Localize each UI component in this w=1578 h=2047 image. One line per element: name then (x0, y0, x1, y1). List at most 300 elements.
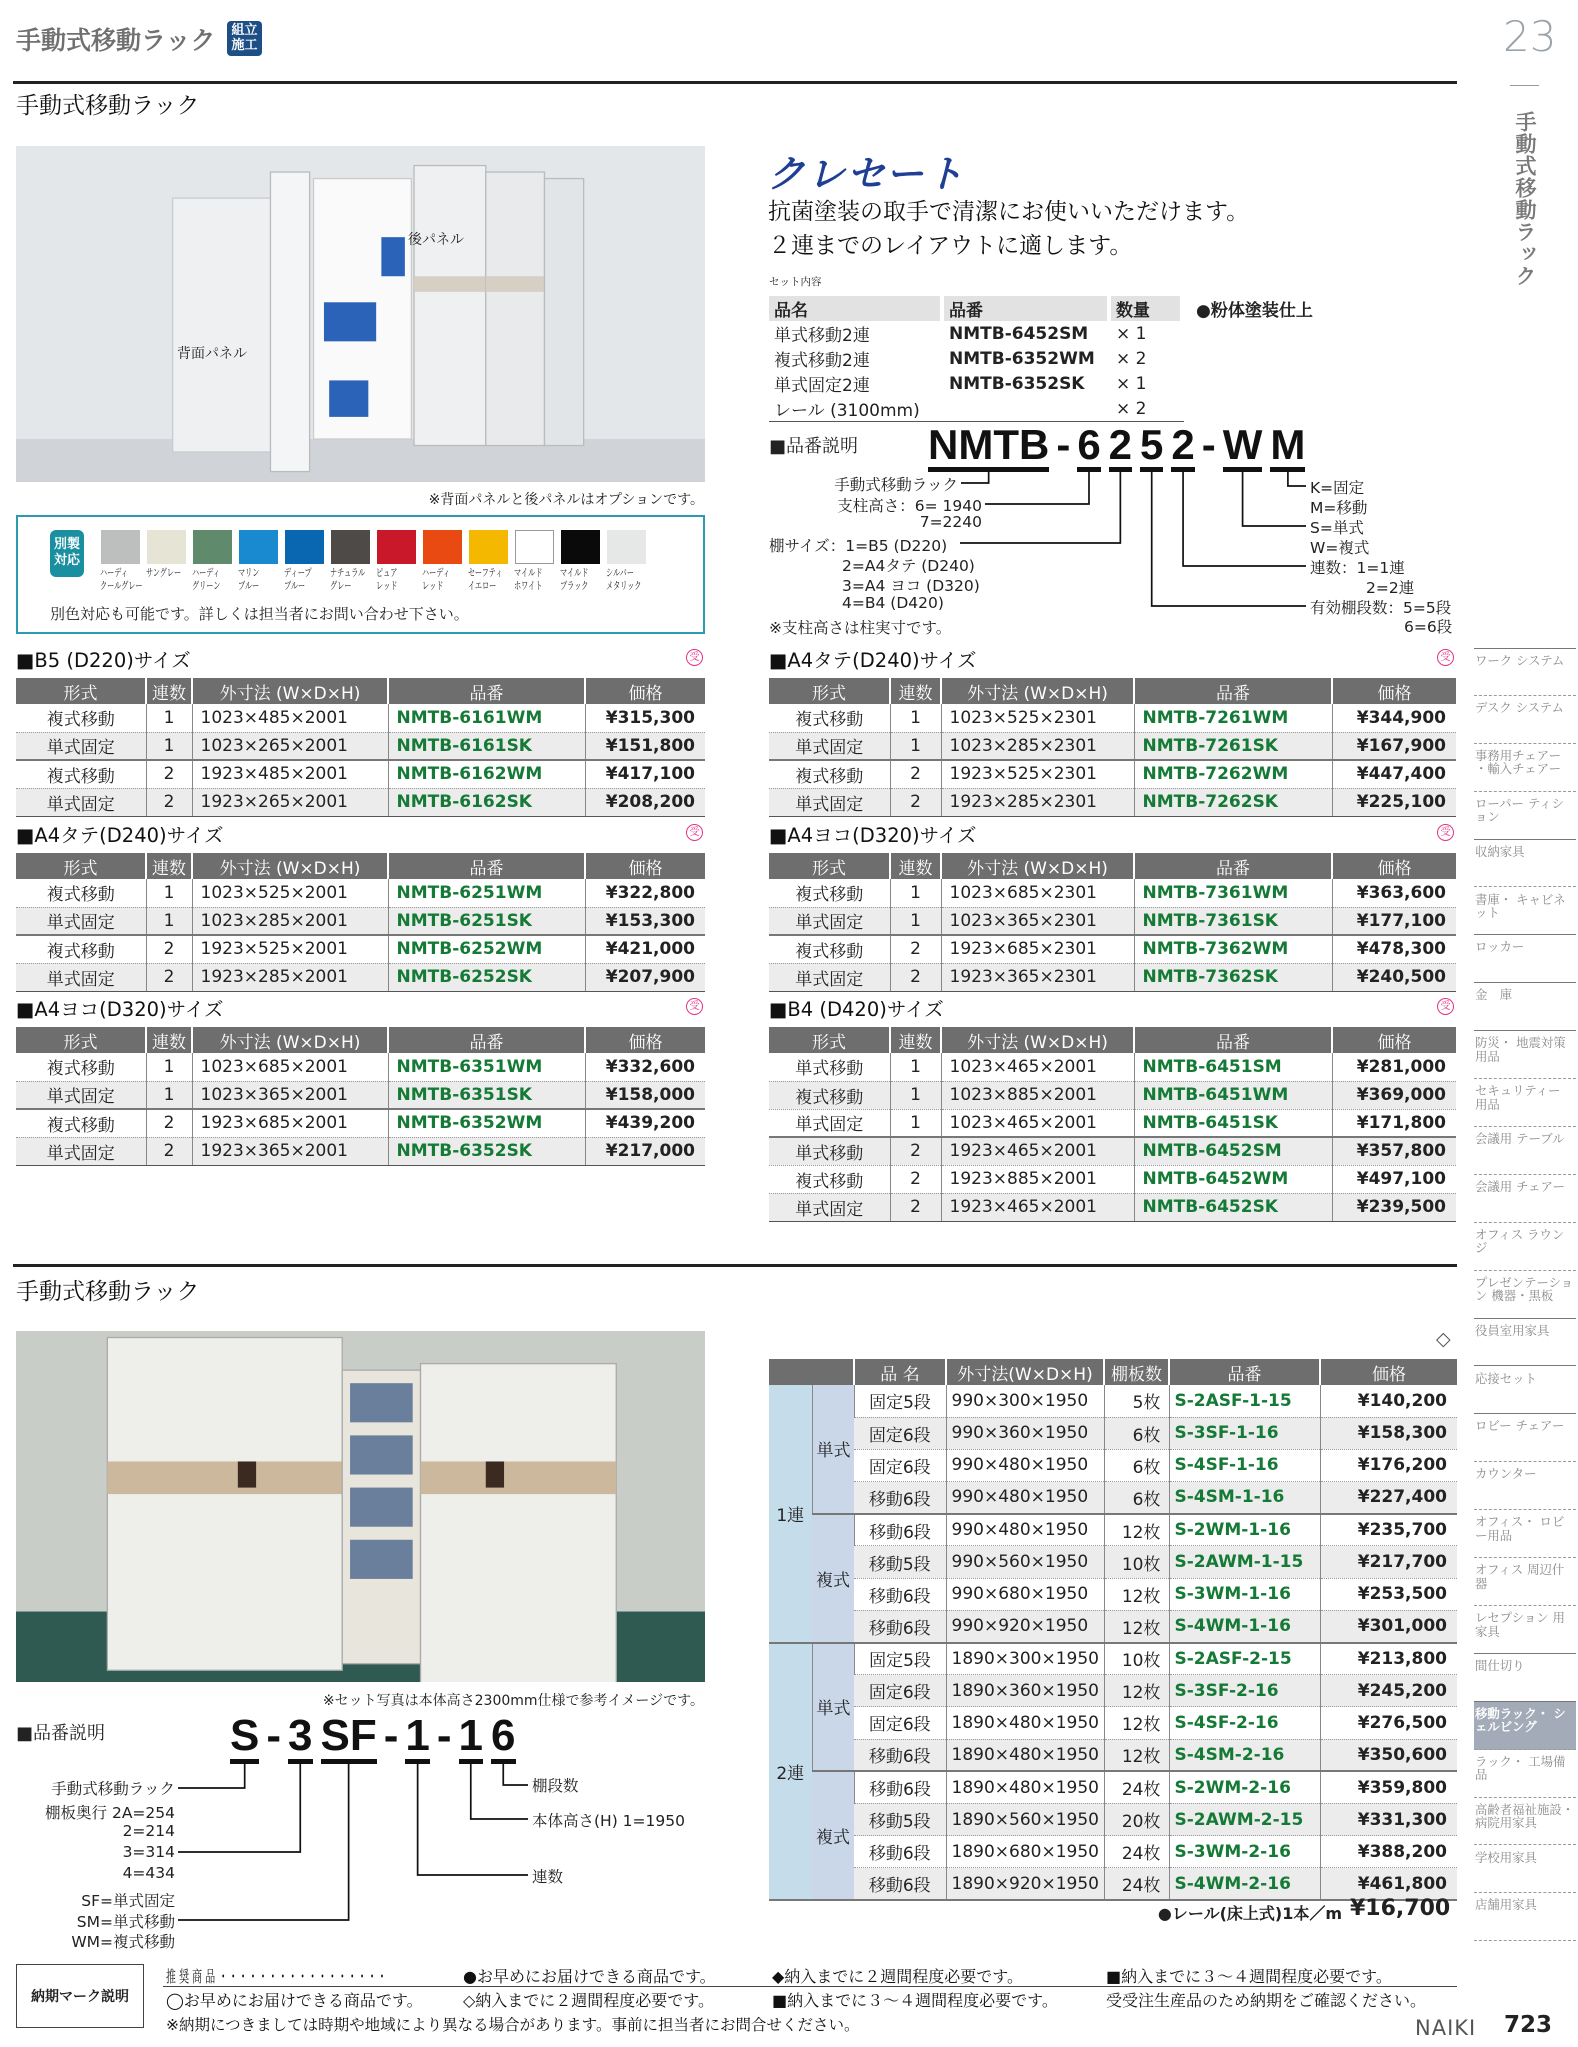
sidebar-nav-item[interactable]: ローパー ティション (1474, 792, 1576, 840)
count-cell: 2 (146, 935, 192, 963)
part-number-cell: NMTB-6452WM (1134, 1165, 1332, 1193)
color-swatch-label: セーフティ (468, 567, 503, 579)
column-header: 形式 (16, 1027, 146, 1053)
sidebar-nav-item[interactable]: ラック・ 工場備品 (1474, 1750, 1576, 1798)
color-swatch-label: サングレー (146, 567, 182, 579)
table-row (769, 1578, 1457, 1610)
type-cell: 単式移動 (769, 1053, 890, 1081)
section-title: 手動式移動ラック (16, 1279, 200, 1305)
color-swatch (515, 530, 554, 564)
count-cell: 1 (890, 1053, 941, 1081)
shelf-count-cell: 10枚 (1104, 1643, 1169, 1675)
delivery-note: ※納期につきましては時期や地域により異なる場合があります。事前に担当者にお問合せください。 (166, 2016, 860, 2034)
column-header: 外寸法 (W×D×H) (192, 853, 388, 879)
count-cell: 1 (890, 1109, 941, 1137)
table-row (769, 935, 1456, 963)
set-cell: NMTB-6352WM (949, 348, 1095, 369)
leader-line (961, 472, 989, 483)
color-swatch-label: メタリック (606, 580, 642, 592)
size-cell: 990×920×1950 (946, 1610, 1104, 1642)
table-row (16, 1109, 705, 1137)
part-number-cell: NMTB-7362WM (1134, 935, 1332, 963)
price-cell: ¥369,000 (1332, 1081, 1456, 1109)
table-row (769, 1081, 1456, 1109)
part-number-cell: NMTB-6161WM (388, 704, 585, 732)
table-row (769, 963, 1456, 991)
part-number-cell: NMTB-7361WM (1134, 879, 1332, 907)
shelf-count-cell: 24枚 (1104, 1771, 1169, 1803)
sidebar-nav-item[interactable]: デスク システム (1474, 696, 1576, 744)
sidebar-nav-item[interactable]: 高齢者福祉施設・ 病院用家具 (1474, 1798, 1576, 1846)
set-row (769, 346, 1184, 371)
set-cell (944, 396, 1111, 422)
type-cell: 複式移動 (16, 935, 146, 963)
shelf-count-cell: 5枚 (1104, 1385, 1169, 1417)
code-label: 4=434 (122, 1864, 175, 1882)
column-header: 品番 (1134, 678, 1332, 704)
color-swatch-label: ハーディ (192, 567, 220, 579)
shelf-count-cell: 24枚 (1104, 1868, 1169, 1900)
sidebar-nav-item[interactable]: 書庫・ キャビネット (1474, 888, 1576, 936)
column-header: 外寸法 (W×D×H) (941, 1027, 1134, 1053)
table-title: ■B4 (D420)サイズ (769, 998, 944, 1021)
table-row (16, 732, 705, 760)
color-swatch-label: ブルー (238, 580, 260, 592)
size-cell: 990×480×1950 (946, 1514, 1104, 1546)
brand-logo: クレセート (767, 152, 966, 196)
price-cell: ¥158,300 (1320, 1417, 1457, 1449)
code-segment: - (436, 1711, 452, 1760)
size-cell: 1923×525×2001 (192, 935, 388, 963)
set-cell: × 1 (1116, 373, 1147, 394)
sidebar-nav-item[interactable]: オフィス・ ロビー用品 (1474, 1510, 1576, 1558)
size-cell: 1890×920×1950 (946, 1868, 1104, 1900)
name-cell: 固定6段 (854, 1675, 946, 1707)
code-segment: M (1270, 424, 1305, 472)
part-number-code (226, 1711, 520, 1764)
code-segment: 1 (405, 1714, 429, 1764)
sidebar-nav-item[interactable]: 事務用チェアー ・輸入チェアー (1474, 744, 1576, 792)
price-cell: ¥253,500 (1320, 1578, 1457, 1610)
code-explain-label: ■品番説明 (769, 436, 859, 457)
rack-type-cell: 単式 (812, 1643, 854, 1772)
part-number-cell: NMTB-6251SK (388, 907, 585, 935)
price-cell: ¥357,800 (1332, 1137, 1456, 1165)
sidebar-nav-item[interactable]: オフィス 周辺什器 (1474, 1558, 1576, 1606)
table-row (16, 963, 705, 991)
size-cell: 1890×480×1950 (946, 1771, 1104, 1803)
price-cell: ¥151,800 (585, 732, 705, 760)
price-cell: ¥158,000 (585, 1081, 705, 1109)
name-cell: 移動6段 (854, 1514, 946, 1546)
column-header: 品番 (388, 853, 585, 879)
size-cell: 1923×265×2001 (192, 788, 388, 816)
part-number-cell: NMTB-6351WM (388, 1053, 585, 1081)
part-number-cell: NMTB-6352WM (388, 1109, 585, 1137)
made-to-order-icon: 受 (686, 998, 703, 1015)
column-header: 品番 (388, 1027, 585, 1053)
finish-note: ●粉体塗装仕上 (1196, 301, 1313, 321)
table-row (769, 732, 1456, 760)
sidebar-nav-item[interactable]: ワーク システム (1474, 648, 1576, 696)
table-row (16, 907, 705, 935)
count-cell: 1 (146, 704, 192, 732)
type-cell: 単式固定 (769, 907, 890, 935)
price-cell: ¥167,900 (1332, 732, 1456, 760)
size-cell: 1023×485×2001 (192, 704, 388, 732)
table-header-row (16, 853, 705, 879)
leader-line (418, 1764, 528, 1875)
table-row (769, 1803, 1457, 1835)
part-number-cell: NMTB-6162SK (388, 788, 585, 816)
code-segment: - (383, 1711, 399, 1760)
color-swatch-label: マイルド (560, 567, 589, 579)
set-row (769, 321, 1184, 346)
code-segment: 1 (459, 1714, 483, 1764)
price-table (769, 678, 1456, 817)
part-number-cell: NMTB-6451SM (1134, 1053, 1332, 1081)
code-label: 連数：1=1連 (1310, 559, 1405, 577)
shelf-count-cell: 24枚 (1104, 1836, 1169, 1868)
set-contents-label: セット内容 (769, 276, 822, 288)
price-table (769, 1027, 1456, 1222)
color-swatch-label: マリン (238, 567, 260, 579)
size-cell: 1023×285×2001 (192, 907, 388, 935)
code-label: W=複式 (1310, 539, 1370, 557)
size-cell: 1023×525×2001 (192, 879, 388, 907)
part-number-cell: S-4WM-1-16 (1169, 1610, 1320, 1642)
price-cell: ¥171,800 (1332, 1109, 1456, 1137)
size-cell: 1023×685×2301 (941, 879, 1134, 907)
table-header-row (16, 1027, 705, 1053)
name-cell: 固定6段 (854, 1417, 946, 1449)
part-number-cell: NMTB-6252WM (388, 935, 585, 963)
column-header: 価格 (1332, 1027, 1456, 1053)
column-header: 品番 (388, 678, 585, 704)
color-swatch (377, 530, 416, 564)
price-cell: ¥208,200 (585, 788, 705, 816)
column-header: 連数 (890, 853, 941, 879)
table-row (769, 1514, 1457, 1546)
size-cell: 1890×680×1950 (946, 1836, 1104, 1868)
rack-type-cell: 単式 (812, 1385, 854, 1514)
part-number-cell: S-2ASF-1-15 (1169, 1385, 1320, 1417)
made-to-order-icon: 受 (1437, 824, 1454, 841)
color-swatch-label: イエロー (468, 580, 497, 592)
price-cell: ¥350,600 (1320, 1739, 1457, 1771)
size-cell: 990×360×1950 (946, 1417, 1104, 1449)
part-number-cell: NMTB-6452SM (1134, 1137, 1332, 1165)
part-number-cell: S-4SF-1-16 (1169, 1449, 1320, 1481)
table-row (16, 1137, 705, 1165)
table-title: ■A4タテ(D240)サイズ (16, 824, 224, 847)
price-cell: ¥315,300 (585, 704, 705, 732)
code-label: 6=6段 (1404, 618, 1453, 636)
table-header-row (769, 853, 1456, 879)
sidebar-nav-item[interactable]: 役員室用家具 (1474, 1319, 1576, 1367)
table-row (769, 1193, 1456, 1221)
set-cell: レール (3100mm) (769, 396, 944, 422)
part-number-cell: S-2WM-1-16 (1169, 1514, 1320, 1546)
size-cell: 1890×480×1950 (946, 1707, 1104, 1739)
table-row (769, 879, 1456, 907)
column-header: 棚板数 (1104, 1359, 1169, 1385)
type-cell: 複式移動 (769, 879, 890, 907)
legend-item: ◆納入までに２週間程度必要です。 (772, 1967, 1024, 1986)
color-swatch (193, 530, 232, 564)
column-header (769, 1359, 854, 1385)
size-cell: 1890×300×1950 (946, 1643, 1104, 1675)
sidebar-nav-item[interactable]: プレゼンテーション 機器・黒板 (1474, 1271, 1576, 1319)
count-cell: 2 (890, 788, 941, 816)
color-swatch (561, 530, 600, 564)
name-cell: 移動6段 (854, 1482, 946, 1514)
side-vertical-title: 手動式移動ラック (1513, 111, 1537, 287)
legend-item: ◯お早めにお届けできる商品です。 (166, 1991, 423, 2010)
color-note: 別色対応も可能です。詳しくは担当者にお問い合わせ下さい。 (50, 605, 469, 623)
table-row (16, 1053, 705, 1081)
count-cell: 2 (146, 760, 192, 788)
price-cell: ¥177,100 (1332, 907, 1456, 935)
sidebar-nav-item[interactable]: 移動ラック・ シェルビング (1474, 1702, 1576, 1750)
shelf-count-cell: 12枚 (1104, 1707, 1169, 1739)
table-row (769, 1643, 1457, 1675)
col-header: 数量 (1111, 296, 1184, 321)
price-cell: ¥213,800 (1320, 1643, 1457, 1675)
shelf-count-cell: 10枚 (1104, 1546, 1169, 1578)
type-cell: 単式固定 (769, 732, 890, 760)
part-number-cell: NMTB-6162WM (388, 760, 585, 788)
sidebar-nav-item[interactable]: 学校用家具 (1474, 1846, 1576, 1894)
shelf-count-cell: 12枚 (1104, 1739, 1169, 1771)
sidebar-nav-item[interactable]: 収納家具 (1474, 840, 1576, 888)
table-row (16, 935, 705, 963)
column-header: 連数 (890, 678, 941, 704)
type-cell: 複式移動 (769, 760, 890, 788)
table-row (769, 1546, 1457, 1578)
sidebar-nav-item[interactable]: ロッカー (1474, 935, 1576, 983)
shelf-count-cell: 6枚 (1104, 1449, 1169, 1481)
legend-item: 受受注生産品のため納期をご確認ください。 (1106, 1991, 1427, 2010)
part-number-cell: NMTB-6451WM (1134, 1081, 1332, 1109)
color-swatch-label: レッド (422, 580, 444, 592)
sidebar-nav-item[interactable]: 会議用 チェアー (1474, 1175, 1576, 1223)
count-cell: 1 (890, 732, 941, 760)
part-number-cell: NMTB-7261SK (1134, 732, 1332, 760)
price-cell: ¥240,500 (1332, 963, 1456, 991)
set-cell: 単式移動2連 (774, 326, 870, 346)
size-cell: 1923×885×2001 (941, 1165, 1134, 1193)
column-header: 外寸法 (W×D×H) (192, 1027, 388, 1053)
section-title: 手動式移動ラック (16, 93, 200, 119)
count-cell: 2 (146, 963, 192, 991)
price-cell: ¥363,600 (1332, 879, 1456, 907)
table-row (16, 1081, 705, 1109)
type-cell: 単式固定 (16, 732, 146, 760)
rail-note: ●レール(床上式)1本／m (1157, 1904, 1342, 1923)
column-header: 価格 (1332, 678, 1456, 704)
table-row (769, 1610, 1457, 1642)
color-swatch (147, 530, 186, 564)
table-row (16, 879, 705, 907)
count-cell: 2 (146, 788, 192, 816)
recommended-label: 推 奨 商 品 ・・・・・・・・・・・・・・・・・ (166, 1967, 387, 1986)
price-cell: ¥239,500 (1332, 1193, 1456, 1221)
code-label: 3=314 (122, 1843, 175, 1861)
size-cell: 1023×885×2001 (941, 1081, 1134, 1109)
leader-line (1152, 472, 1306, 606)
color-swatch-label: ディープ (284, 567, 312, 579)
table-row (769, 1449, 1457, 1481)
size-cell: 1890×360×1950 (946, 1675, 1104, 1707)
custom-order-badge: 別製 対応 (50, 530, 84, 577)
column-header: 形式 (769, 1027, 890, 1053)
size-cell: 1890×480×1950 (946, 1739, 1104, 1771)
table-row (769, 1675, 1457, 1707)
code-label: M=移動 (1310, 499, 1368, 517)
type-cell: 単式固定 (16, 788, 146, 816)
leader-line (1288, 472, 1306, 486)
table-header-row (16, 678, 705, 704)
made-to-order-icon: 受 (686, 649, 703, 666)
color-swatch (285, 530, 324, 564)
price-table (16, 1027, 705, 1166)
sidebar-nav-item[interactable]: ロビー チェアー (1474, 1414, 1576, 1462)
part-number-cell: NMTB-7361SK (1134, 907, 1332, 935)
column-header: 形式 (16, 678, 146, 704)
size-cell: 1023×365×2301 (941, 907, 1134, 935)
count-cell: 1 (890, 1081, 941, 1109)
table-row (769, 1417, 1457, 1449)
price-cell: ¥176,200 (1320, 1449, 1457, 1481)
color-swatch (607, 530, 646, 564)
size-cell: 1023×465×2001 (941, 1053, 1134, 1081)
table-row (769, 1165, 1456, 1193)
type-cell: 単式固定 (769, 963, 890, 991)
count-cell: 1 (146, 879, 192, 907)
name-cell: 移動6段 (854, 1610, 946, 1642)
unit-count-cell: 1連 (769, 1385, 812, 1643)
made-to-order-icon: 受 (686, 824, 703, 841)
part-number-cell: S-4WM-2-16 (1169, 1868, 1320, 1900)
type-cell: 複式移動 (16, 760, 146, 788)
section-number: 23 (1503, 12, 1557, 61)
part-number-cell: S-4SF-2-16 (1169, 1707, 1320, 1739)
sidebar-nav-item[interactable]: 間仕切り (1474, 1654, 1576, 1702)
code-segment: W (1223, 424, 1263, 472)
code-label: 連数 (532, 1868, 564, 1886)
sidebar-nav-item[interactable]: 会議用 テーブル (1474, 1127, 1576, 1175)
price-table (769, 853, 1456, 992)
size-cell: 990×480×1950 (946, 1449, 1104, 1481)
column-header: 品番 (1169, 1359, 1320, 1385)
part-number-cell: S-3SF-2-16 (1169, 1675, 1320, 1707)
sidebar-nav-item[interactable]: 金 庫 (1474, 983, 1576, 1031)
code-label: 2=A4タテ (D240) (842, 557, 975, 575)
table-header-row (769, 678, 1456, 704)
sidebar-nav-item[interactable]: レセプション 用家具 (1474, 1606, 1576, 1654)
page-number: 723 (1504, 2012, 1553, 2038)
sidebar-nav-item[interactable]: セキュリティー 用品 (1474, 1079, 1576, 1127)
color-swatch-label: ピュア (376, 567, 398, 579)
size-cell: 1923×285×2301 (941, 788, 1134, 816)
part-number-cell: NMTB-6351SK (388, 1081, 585, 1109)
leader-line (985, 472, 1089, 504)
name-cell: 固定6段 (854, 1707, 946, 1739)
set-cell: × 2 (1111, 396, 1184, 422)
price-cell: ¥332,600 (585, 1053, 705, 1081)
price-cell: ¥461,800 (1320, 1868, 1457, 1900)
color-swatch-label: レッド (376, 580, 398, 592)
rack-type-cell: 複式 (812, 1771, 854, 1900)
col-header: 品番 (944, 296, 1111, 321)
product-photo (16, 1331, 705, 1682)
code-label: WM=複式移動 (71, 1933, 175, 1951)
column-header: 外寸法 (W×D×H) (192, 678, 388, 704)
price-cell: ¥331,300 (1320, 1803, 1457, 1835)
count-cell: 2 (890, 1137, 941, 1165)
size-cell: 1923×525×2301 (941, 760, 1134, 788)
price-cell: ¥421,000 (585, 935, 705, 963)
type-cell: 単式固定 (769, 1193, 890, 1221)
price-cell: ¥245,200 (1320, 1675, 1457, 1707)
count-cell: 1 (890, 704, 941, 732)
price-cell: ¥301,000 (1320, 1610, 1457, 1642)
shelf-count-cell: 6枚 (1104, 1482, 1169, 1514)
price-cell: ¥207,900 (585, 963, 705, 991)
code-label: SM=単式移動 (76, 1913, 175, 1931)
type-cell: 単式移動 (769, 1137, 890, 1165)
type-cell: 単式固定 (16, 1137, 146, 1165)
table-row (769, 907, 1456, 935)
part-number-cell: S-2AWM-2-15 (1169, 1803, 1320, 1835)
shelf-count-cell: 12枚 (1104, 1675, 1169, 1707)
size-cell: 1923×465×2001 (941, 1137, 1134, 1165)
color-swatch-label: グリーン (192, 580, 221, 592)
sidebar-nav-item[interactable]: 店舗用家具 (1474, 1893, 1576, 1941)
column-header: 品 名 (854, 1359, 946, 1385)
sidebar-nav-item[interactable]: オフィス ラウンジ (1474, 1223, 1576, 1271)
column-header: 形式 (769, 678, 890, 704)
type-cell: 複式移動 (16, 1109, 146, 1137)
tagline-1: 抗菌塗装の取手で清潔にお使いいただけます。 (768, 199, 1250, 225)
sidebar-nav-item[interactable]: 防災・ 地震対策用品 (1474, 1031, 1576, 1079)
name-cell: 固定5段 (854, 1385, 946, 1417)
sidebar-nav-item[interactable]: 応接セット (1474, 1367, 1576, 1415)
count-cell: 2 (890, 963, 941, 991)
column-header: 連数 (146, 678, 192, 704)
count-cell: 2 (146, 1137, 192, 1165)
price-cell: ¥276,500 (1320, 1707, 1457, 1739)
sidebar-nav-item[interactable]: カウンター (1474, 1462, 1576, 1510)
price-cell: ¥217,700 (1320, 1546, 1457, 1578)
code-label: K=固定 (1310, 479, 1365, 497)
size-cell: 1023×365×2001 (192, 1081, 388, 1109)
size-cell: 1923×365×2301 (941, 963, 1134, 991)
part-number-cell: S-3WM-2-16 (1169, 1836, 1320, 1868)
leader-line (960, 472, 1120, 543)
set-contents-table (769, 296, 1184, 422)
leader-line (1183, 472, 1306, 566)
name-cell: 移動6段 (854, 1739, 946, 1771)
color-options-box (16, 515, 705, 634)
code-label: 3=A4 ヨコ (D320) (842, 577, 980, 595)
color-swatch (469, 530, 508, 564)
part-number-cell: NMTB-6252SK (388, 963, 585, 991)
price-cell: ¥447,400 (1332, 760, 1456, 788)
column-header: 形式 (16, 853, 146, 879)
set-cell: 単式固定2連 (774, 376, 870, 396)
